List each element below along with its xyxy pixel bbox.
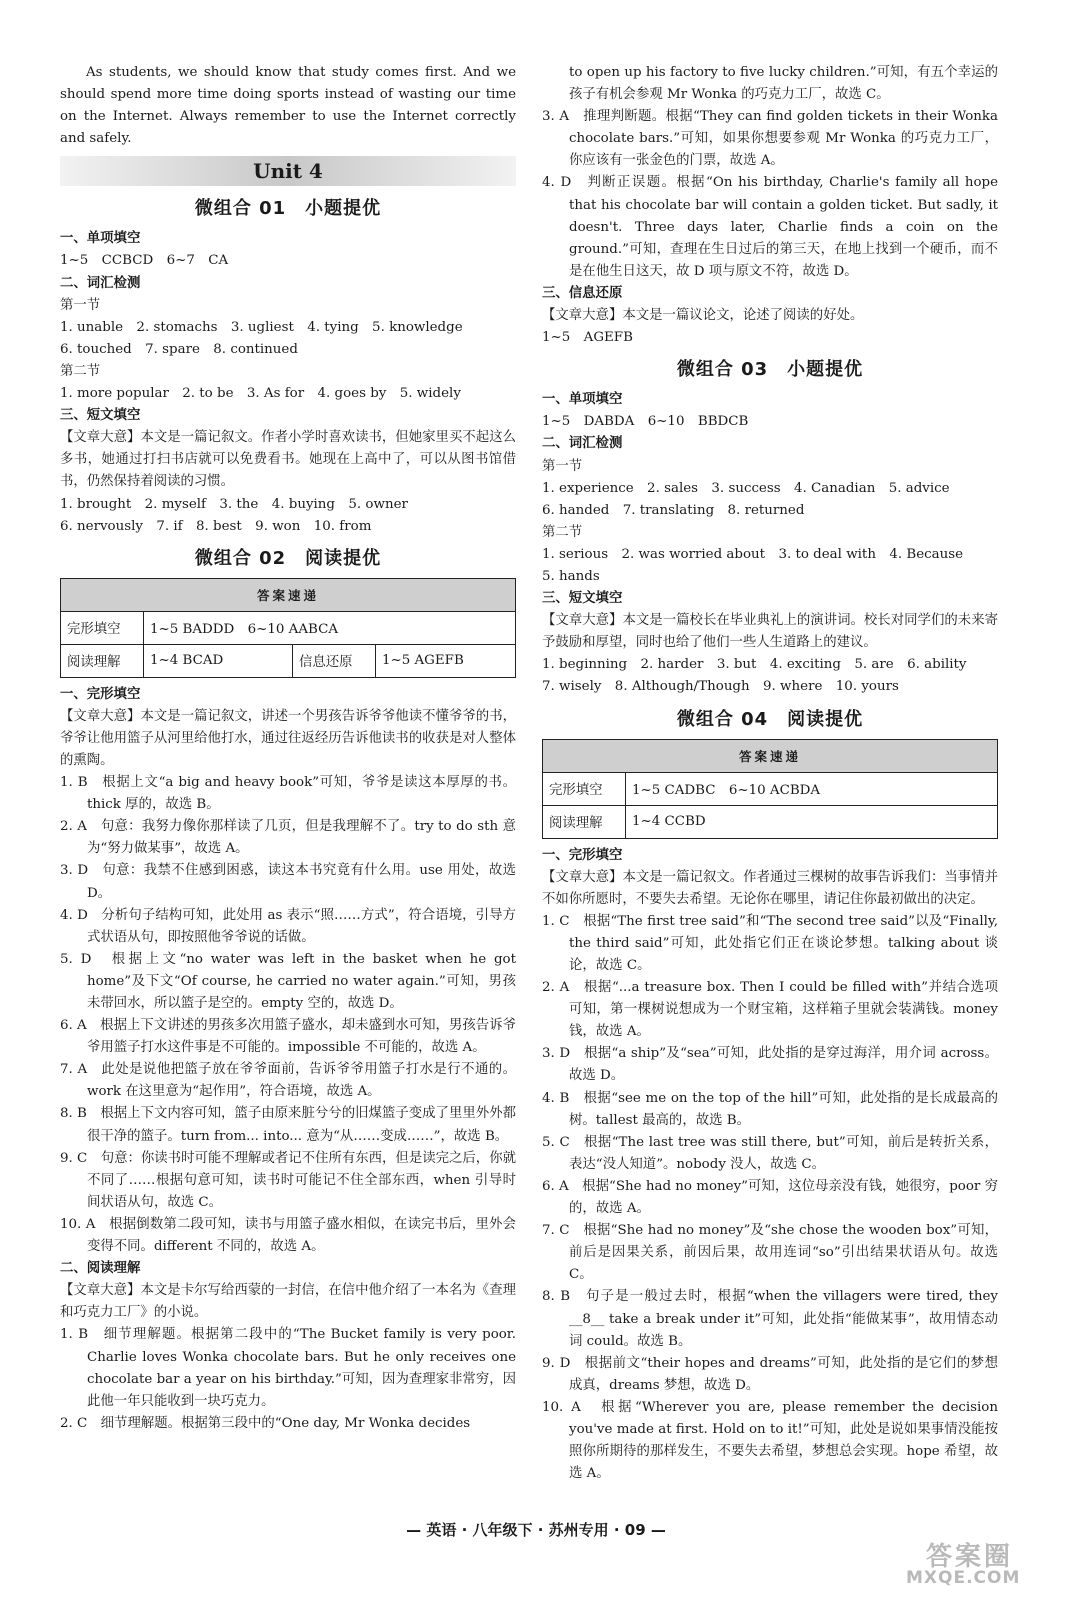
table-value: 1~4 BCAD [144,644,293,677]
answer-line: 1. unable 2. stomachs 3. ugliest 4. tying 5. knowledge [60,319,463,335]
part-label: 第一节 [542,458,583,474]
section-heading: 三、短文填空 [542,591,623,607]
part-label: 第二节 [60,363,101,379]
explanation-item: 6. A 根据上下文讲述的男孩多次用篮子盛水，却未盛到水可知，男孩告诉爷爷用篮子打水这件事是不可能的。impossible 不可能的，故选 A。 [60,1018,516,1056]
group-03-title: 微组合 03 小题提优 [676,359,864,381]
explanation-item: 7. C 根据“She had no money”及“she chose the wooden box”可知，前后是因果关系，前因后果，故用连词“so”引出结果状语从句。故选 C。 [542,1223,998,1283]
answer-line: 1~5 CCBCD 6~7 CA [60,253,229,269]
explanation-item: 4. B 根据“see me on the top of the hill”可知，此处指的是长成最高的树。tallest 最高的，故选 B。 [542,1090,998,1128]
answer-table [542,739,998,839]
group-02-title: 微组合 02 阅读提优 [194,547,382,569]
table-label: 阅读理解 [61,644,144,677]
explanation-item: 1. B 根据上文“a big and heavy book”可知，爷爷是读这本厚厚的书。thick 厚的，故选 B。 [60,775,516,813]
table-header: 答案速递 [61,578,516,611]
explanation-item: 1. B 细节理解题。根据第二段中的“The Bucket family is very poor. Charlie loves Wonka chocolate bars. But he only receives one chocolate bar a year on his birthday.”可知，因为查理家非常穷，因此他一年只能收到一块巧克力。 [60,1327,516,1409]
section-heading: 二、词汇检测 [542,436,623,452]
page-footer: — 英语 · 八年级下 · 苏州专用 · 09 — [406,1521,666,1539]
explanation-item: 2. C 细节理解题。根据第三段中的“One day, Mr Wonka decides [60,1415,471,1431]
group-04-title: 微组合 04 阅读提优 [676,708,864,730]
explanation-item: 8. B 根据上下文内容可知，篮子由原来脏兮兮的旧煤篮子变成了里里外外都很干净的篮子。turn from... into... 意为“从……变成……”，故选 B。 [60,1106,516,1144]
table-label: 信息还原 [293,644,376,677]
answer-line: 1~5 DABDA 6~10 BBDCB [542,414,749,430]
explanation-item: 10. A 根据“Wherever you are, please remember the decision you've made at first. Hold on to it!”可知，此处是说如果事情没能按照你所期待的那样发生，不要失去希望，梦想总会实现。hope 希望，故选 A。 [542,1399,998,1482]
explanation-item: 5. D 根据上文“no water was left in the basket when he got home”及下文“Of course, he carried no water again.”可知，男孩未带回水，所以篮子是空的。empty 空的，故选 D。 [60,951,516,1011]
group-01-title: 微组合 01 小题提优 [194,198,382,220]
table-value: 1~5 BADDD 6~10 AABCA [144,611,516,644]
answer-line: 7. wisely 8. Although/Though 9. where 10. yours [542,679,899,695]
table-label: 阅读理解 [543,805,626,838]
answer-line: 1. experience 2. sales 3. success 4. Canadian 5. advice [542,480,950,496]
section-heading: 二、词汇检测 [60,275,141,291]
explanation-item: 2. A 句意：我努力像你那样读了几页，但是我理解不了。try to do sth 意为“努力做某事”，故选 A。 [60,819,516,857]
table-value: 1~5 CADBC 6~10 ACBDA [626,772,998,805]
summary-text: 【文章大意】本文是卡尔写给西蒙的一封信，在信中他介绍了一本名为《查理和巧克力工厂》的小说。 [60,1283,516,1321]
watermark-url: MXQE.COM [906,1568,1021,1588]
explanation-item: 3. A 推理判断题。根据“They can find golden tickets in their Wonka chocolate bars.”可知，如果你想要参观 Mr Wonka 的巧克力工厂，你应该有一张金色的门票，故选 A。 [542,109,998,169]
explanation-item: 3. D 句意：我禁不住感到困惑，读这本书究竟有什么用。use 用处，故选 D。 [60,863,516,901]
watermark-text: 答案圈 [926,1542,1014,1572]
answer-line: 1. serious 2. was worried about 3. to deal with 4. Because [542,546,964,562]
table-header: 答案速递 [543,739,998,772]
section-heading: 二、阅读理解 [60,1261,141,1277]
unit-title: Unit 4 [60,156,516,186]
answer-table [60,578,516,678]
explanation-item: 4. D 判断正误题。根据“On his birthday, Charlie's family all hope that his chocolate bar will contain a golden ticket. But sadly, it doesn't. Three days later, Charlie finds a coin on the ground.”可知，查理在生日过后的第三天，在地上找到一个硬币，而不是在他生日这天，故 D 项与原文不符，故选 D。 [542,175,998,279]
explanation-item: 2. A 根据“...a treasure box. Then I could be filled with”并结合选项可知，第一棵树说想成为一个财宝箱，这样箱子里就会装满钱。money 钱，故选 A。 [542,980,998,1040]
section-heading: 一、完形填空 [542,847,623,863]
table-label: 完形填空 [61,611,144,644]
explanation-item: 9. C 句意：你读书时可能不理解或者记不住所有东西，但是读完之后，你就不同了……根据句意可知，读书时可能记不住全部东西，when 引导时间状语从句，故选 C。 [60,1150,516,1210]
summary-text: 【文章大意】本文是一篇校长在毕业典礼上的演讲词。校长对同学们的未来寄予鼓励和厚望，同时也给了他们一些人生道路上的建议。 [542,613,998,651]
explanation-item: 9. D 根据前文“their hopes and dreams”可知，此处指的是它们的梦想成真，dreams 梦想，故选 D。 [542,1355,998,1393]
explanation-item: 1. C 根据“The first tree said”和“The second tree said”以及“Finally, the third said”可知，此处指它们正在谈论梦想。talking about 谈论，故选 C。 [542,913,998,973]
explanation-item: 7. A 此处是说他把篮子放在爷爷面前，告诉爷爷用篮子打水是行不通的。work 在这里意为“起作用”，符合语境，故选 A。 [60,1062,516,1100]
intro-paragraph: As students, we should know that study comes first. And we should spend more time doing sports instead of wasting our time on the Internet. Always remember to use the Internet correctly and safely. [60,65,516,147]
explanation-item: 3. D 根据“a ship”及“sea”可知，此处指的是穿过海洋，用介词 across。故选 D。 [542,1046,998,1084]
answer-line: 6. handed 7. translating 8. returned [542,502,805,518]
summary-text: 【文章大意】本文是一篇记叙文。作者小学时喜欢读书，但她家里买不起这么多书，她通过打扫书店就可以免费看书。她现在上高中了，可以从图书馆借书，仍然保持着阅读的习惯。 [60,430,516,490]
explanation-item: 6. A 根据“She had no money”可知，这位母亲没有钱，她很穷，poor 穷的，故选 A。 [542,1178,998,1217]
right-column [542,62,998,1485]
table-label: 完形填空 [543,772,626,805]
answer-line: 5. hands [542,568,600,584]
explanation-item: 10. A 根据倒数第二段可知，读书与用篮子盛水相似，在读完书后，里外会变得不同。different 不同的，故选 A。 [60,1216,516,1255]
section-heading: 一、单项填空 [542,392,623,408]
answer-line: 1. beginning 2. harder 3. but 4. exciting 5. are 6. ability [542,657,967,673]
part-label: 第一节 [60,297,101,313]
explanation-item: 5. C 根据“The last tree was still there, but”可知，前后是转折关系，表达“没人知道”。nobody 没人，故选 C。 [542,1134,998,1172]
explanation-item: 8. B 句子是一般过去时，根据“when the villagers were tired, they __8__ take a break under it”可知，此处指“能做某事”，故用情态动词 could。故选 B。 [542,1289,998,1349]
summary-text: 【文章大意】本文是一篇议论文，论述了阅读的好处。 [542,308,864,324]
section-heading: 三、信息还原 [542,285,623,301]
answer-line: 1. brought 2. myself 3. the 4. buying 5. owner [60,496,408,512]
watermark-logo [896,1536,1036,1592]
table-value: 1~5 AGEFB [376,644,516,677]
section-heading: 一、单项填空 [60,231,141,247]
table-value: 1~4 CCBD [626,805,998,838]
explanation-item: 4. D 分析句子结构可知，此处用 as 表示“照……方式”，符合语境，引导方式状语从句，即按照他爷爷说的话做。 [60,907,516,945]
continued-text: to open up his factory to five lucky children.”可知，有五个幸运的孩子有机会参观 Mr Wonka 的巧克力工厂，故选 C。 [569,65,998,103]
section-heading: 一、完形填空 [60,686,141,702]
answer-line: 6. nervously 7. if 8. best 9. won 10. from [60,518,372,534]
left-column [60,62,516,1435]
summary-text: 【文章大意】本文是一篇记叙文。作者通过三棵树的故事告诉我们：当事情并不如你所愿时，不要失去希望。无论你在哪里，请记住你最初做出的决定。 [542,869,998,907]
part-label: 第二节 [542,524,583,540]
section-heading: 三、短文填空 [60,408,141,424]
answer-line: 1. more popular 2. to be 3. As for 4. goes by 5. widely [60,386,461,402]
answer-line: 6. touched 7. spare 8. continued [60,341,298,357]
answer-line: 1~5 AGEFB [542,330,633,346]
summary-text: 【文章大意】本文是一篇记叙文，讲述一个男孩告诉爷爷他读不懂爷爷的书，爷爷让他用篮子从河里给他打水，通过往返经历告诉他读书的收获是对人整体的熏陶。 [60,708,516,768]
